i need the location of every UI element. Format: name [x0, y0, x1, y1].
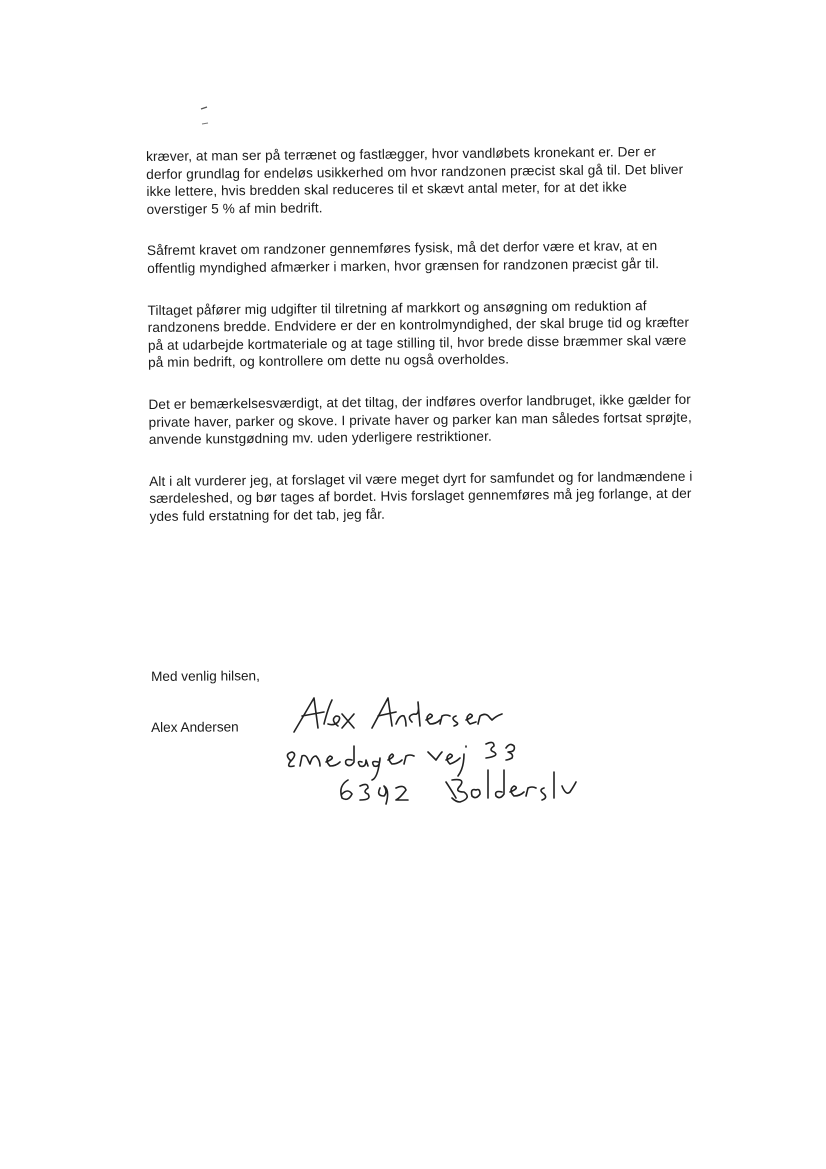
signature-stroke-andersen [372, 698, 502, 728]
paragraph-private-haver: Det er bemærkelsesværdigt, at det tiltag, der indføres overfor landbruget, ikke gælder for private haver, parker og skove. I private haver og parker kan man således fortsat sprøjte, anvende kunstgødning mv. uden yderligere restriktioner. [148, 391, 692, 448]
paragraph-kronekant: kræver, at man ser på terrænet og fastlægger, hvor vandløbets kronekant er. Der er derfor grundlag for endeløs usikkerhed om hvor randzonen præcist skal gå til. Det bliver ikke lettere, hvis bredden skal reduceres til et skævt antal meter, for at det ikke overstiger 5 % af min bedrift. [146, 144, 684, 217]
address-postal-stroke [341, 780, 408, 804]
scan-artifact-mark [198, 102, 212, 128]
sender-name: Alex Andersen [151, 719, 239, 735]
paragraph-udgifter: Tiltaget påfører mig udgifter til tilretning af markkort og ansøgning om reduktion af randzonens bredde. Endvidere er der en kontrolmyndighed, der skal bruge tid og kræfter på at udarbejde kortmateriale og at tage stilling til, hvor brede disse bræmmer skal være på min bedrift, og kontrollere om dette nu også overholdes. [147, 297, 690, 371]
letter-body [146, 143, 695, 550]
closing-greeting: Med venlig hilsen, [151, 668, 260, 684]
paragraph-konklusion: Alt i alt vurderer jeg, at forslaget vil være meget dyrt for samfundet og for landmændene i særdeleshed, og bør tages af bordet. Hvis forslaget gennemføres må jeg forlange, at der ydes fuld erstatning for det tab, jeg får. [149, 468, 693, 524]
handwritten-signature-block [280, 688, 600, 818]
paragraph-afmaerkning: Såfremt kravet om randzoner gennemføres fysisk, må det derfor være et krav, at en offentlig myndighed afmærker i marken, hvor grænsen for randzonen præcist går til. [146, 238, 660, 276]
handwritten-signature-drawing [280, 688, 600, 818]
signature-stroke-alex [294, 698, 324, 732]
address-street-stroke [287, 746, 414, 780]
